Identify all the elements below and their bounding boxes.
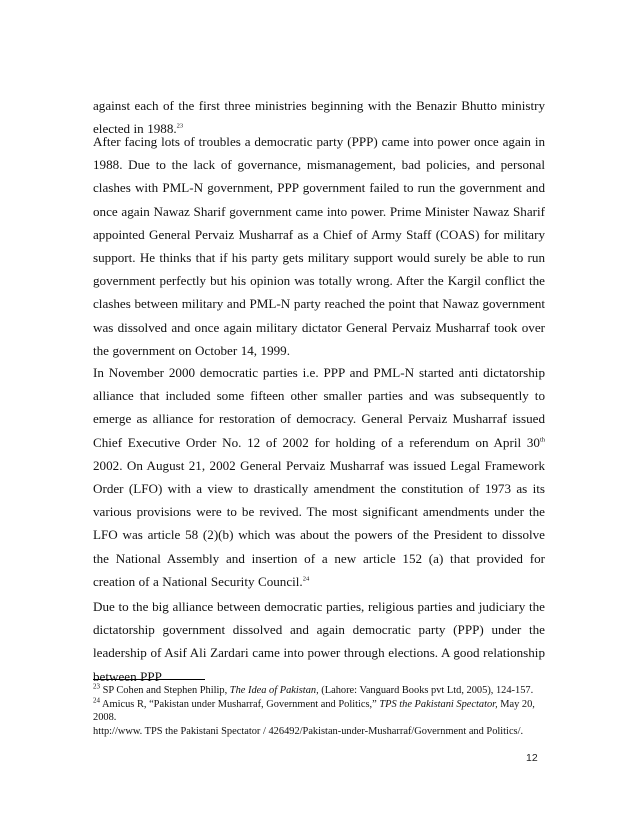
paragraph-3-text-a: In November 2000 democratic parties i.e. PPP and PML-N started anti dictatorship alliance that included some fifteen other smaller parties and was subsequently to emerge as alliance for restoration of democracy. General Pervaiz Musharraf issued Chief Executive Order No. 12 of 2002 for holding of a referendum on April 30 bbox=[93, 365, 545, 450]
ordinal-suffix: th bbox=[539, 436, 545, 444]
footnote-23 bbox=[93, 684, 553, 698]
paragraph-3-text-b: 2002. On August 21, 2002 General Pervaiz Musharraf was issued Legal Framework Order (LFO) with a view to drastically amendment the constitution of 1973 as its various provisions were to be revived. The most significant amendments under the LFO was article 58 (2)(b) which was about the powers of the President to dissolve the National Assembly and insertion of a new article 152 (a) that provided for creation of a National Security Council. bbox=[93, 457, 545, 589]
footnote-divider bbox=[93, 679, 205, 680]
footnote-24-text-a: Amicus R, “Pakistan under Musharraf, Government and Politics,” bbox=[100, 698, 380, 710]
footnotes bbox=[93, 684, 553, 738]
footnote-24-title: TPS the Pakistani Spectator, bbox=[379, 698, 498, 710]
footnote-ref-23[interactable]: 23 bbox=[176, 122, 184, 130]
footnote-23-number: 23 bbox=[93, 682, 100, 691]
paragraph-4 bbox=[93, 595, 545, 688]
footnote-ref-24[interactable]: 24 bbox=[302, 575, 310, 583]
paragraph-4-text: Due to the big alliance between democratic parties, religious parties and judiciary the dictatorship government dissolved and again democratic party (PPP) under the leadership of Asif Ali Zardari came into power through elections. A good relationship between PPP bbox=[93, 599, 545, 684]
footnote-24-text-b: May 20, 2008. bbox=[93, 698, 535, 724]
footnote-23-text-b: (Lahore: Vanguard Books pvt Ltd, 2005), 124-157. bbox=[318, 685, 534, 696]
footnote-24-url[interactable]: http://www. TPS the Pakistani Spectator / 426492/Pakistan-under-Musharraf/Government and Politics/. bbox=[93, 725, 524, 737]
footnote-23-text-a: SP Cohen and Stephen Philip, bbox=[100, 685, 230, 696]
page-number: 12 bbox=[526, 752, 538, 764]
paragraph-2-text: After facing lots of troubles a democratic party (PPP) came into power once again in 1988. Due to the lack of governance, mismanagement, bad policies, and personal clashes with PML-N government, PPP government failed to run the government and once again Nawaz Sharif government came into power. Prime Minister Nawaz Sharif appointed General Pervaiz Musharraf as a Chief of Army Staff (COAS) for military support. He thinks that if his party gets military support would surely be able to run government perfectly but his opinion was totally wrong. After the Kargil conflict the clashes between military and PML-N party reached the point that Nawaz government was dissolved and once again military dictator General Pervaiz Musharraf took over the government on October 14, 1999. bbox=[93, 134, 545, 358]
paragraph-1-text: against each of the first three ministries beginning with the Benazir Bhutto ministry elected in 1988. bbox=[93, 98, 545, 137]
footnote-24-number: 24 bbox=[93, 696, 100, 705]
footnote-24 bbox=[93, 698, 553, 725]
paragraph-3 bbox=[93, 361, 545, 593]
paragraph-2 bbox=[93, 130, 545, 362]
footnote-23-title: The Idea of Pakistan, bbox=[229, 685, 319, 696]
